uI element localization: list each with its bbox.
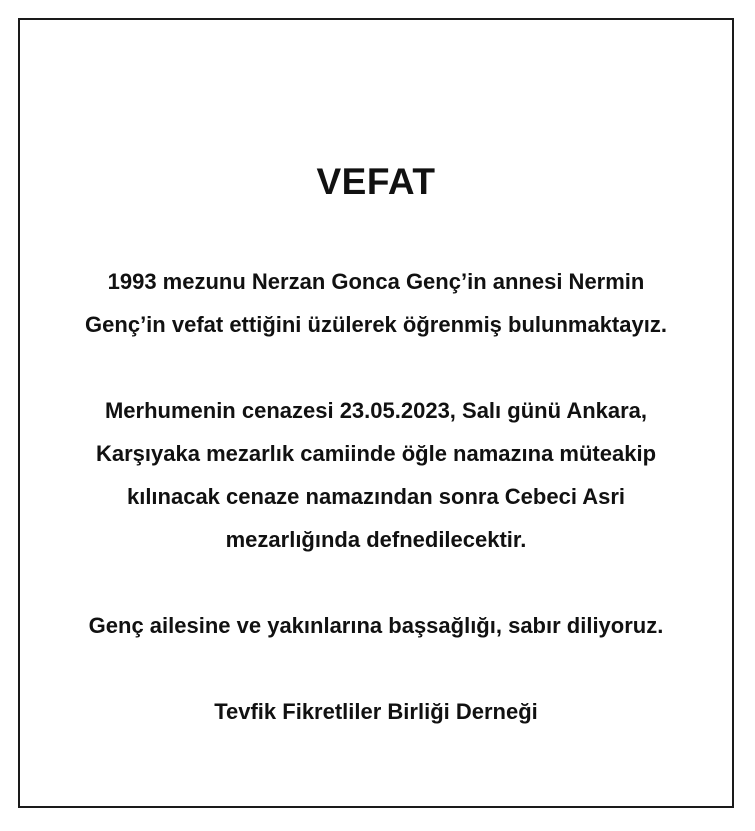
paragraph-gap — [50, 647, 702, 690]
signature-line: Tevfik Fikretliler Birliği Derneği — [214, 699, 538, 724]
notice-title: VEFAT — [316, 161, 436, 202]
notice-body — [50, 260, 702, 733]
funeral-line-2: Karşıyaka mezarlık camiinde öğle namazına müteakip — [95, 441, 657, 466]
funeral-line-1: Merhumenin cenazesi 23.05.2023, Salı günü Ankara, — [104, 398, 648, 423]
funeral-line-3: kılınacak cenaze namazından sonra Cebeci Asri — [126, 484, 626, 509]
paragraph-gap — [50, 346, 702, 389]
condolence-line: Genç ailesine ve yakınlarına başsağlığı, sabır diliyoruz. — [88, 613, 664, 638]
paragraph-gap — [50, 561, 702, 604]
announcement-line-2: Genç’in vefat ettiğini üzülerek öğrenmiş bulunmaktayız. — [85, 312, 667, 337]
announcement-line-1: 1993 mezunu Nerzan Gonca Genç’in annesi Nermin — [107, 269, 645, 294]
notice-frame — [18, 18, 734, 808]
funeral-line-4: mezarlığında defnedilecektir. — [225, 527, 527, 552]
